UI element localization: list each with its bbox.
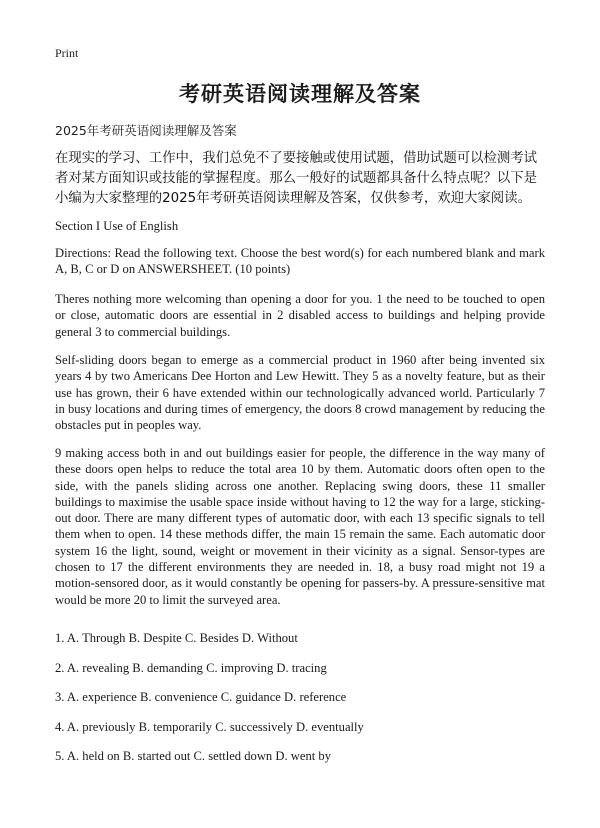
passage-paragraph-3: 9 making access both in and out buildings easier for people, the difference in the way many of these doors open helps to reduce the total area 10 by them. Automatic doors often open to the side, with the panels sliding across one another. Replacing swing doors, these 11 smaller buildings to maximise the usable space inside without having to 12 the way for a large, sticking-out door. There are many different types of automatic door, with each 13 specific signals to tell them when to open. 14 these methods differ, the main 15 remain the same. Each automatic door system 16 the light, sound, weight or movement in their vicinity as a signal. Sensor-types are chosen to 17 the different environments they are needed in. 18, a busy road might not 19 a motion-sensored door, as it would constantly be opening for passers-by. A pressure-sensitive mat would be more 20 to limit the surveyed area.: [55, 446, 545, 607]
page-title: 考研英语阅读理解及答案: [179, 81, 421, 106]
intro-paragraph: 在现实的学习、工作中，我们总免不了要接触或使用试题，借助试题可以检测考试者对某方面知识或技能的掌握程度。那么一般好的试题都具备什么特点呢？以下是小编为大家整理的2025年考研英语阅读理解及答案，仅供参考，欢迎大家阅读。: [55, 151, 538, 206]
passage-paragraph-2: Self-sliding doors began to emerge as a commercial product in 1960 after being invented six years 4 by two Americans Dee Horton and Lew Hewitt. They 5 as a novelty feature, but as their use has grown, their 6 have extended within our technologically advanced world. Particularly 7 in busy locations and during times of emergency, the doors 8 crowd management by reducing the obstacles put in peoples way.: [55, 353, 545, 433]
passage-paragraph-1: Theres nothing more welcoming than opening a door for you. 1 the need to be touched to open or close, automatic doors are essential in 2 disabled access to buildings and helping provide general 3 to commercial buildings.: [55, 292, 545, 339]
article-subtitle: 2025年考研英语阅读理解及答案: [55, 123, 237, 138]
print-link[interactable]: Print: [55, 46, 79, 60]
question-item-3: 3. A. experience B. convenience C. guidance D. reference: [55, 690, 347, 704]
question-item-4: 4. A. previously B. temporarily C. successively D. eventually: [55, 719, 364, 734]
question-item-5: 5. A. held on B. started out C. settled down D. went by: [55, 749, 331, 763]
section-heading: Section I Use of English: [55, 219, 179, 233]
directions-paragraph: Directions: Read the following text. Choose the best word(s) for each numbered blank and mark A, B, C or D on ANSWERSHEET. (10 points): [55, 246, 545, 277]
question-list: [55, 630, 364, 778]
question-item-2: 2. A. revealing B. demanding C. improving D. tracing: [55, 660, 327, 675]
question-item-1: 1. A. Through B. Despite C. Besides D. Without: [55, 631, 298, 645]
